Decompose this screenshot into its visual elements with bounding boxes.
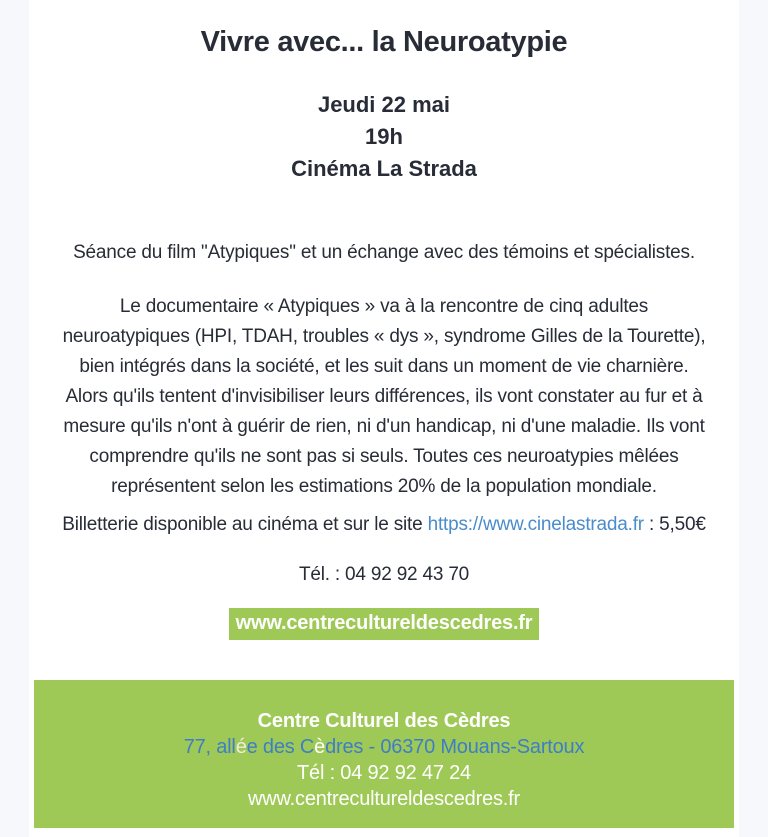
event-details bbox=[29, 89, 739, 185]
footer-website: www.centrecultureldescedres.fr bbox=[248, 788, 520, 810]
highlight-link-row bbox=[29, 608, 739, 640]
centre-culturel-link[interactable]: www.centrecultureldescedres.fr bbox=[229, 608, 540, 640]
address-accent: è bbox=[314, 736, 326, 758]
footer-org-name: Centre Culturel des Cèdres bbox=[257, 710, 511, 732]
address-accent: é bbox=[235, 736, 247, 758]
footer-address-line bbox=[34, 734, 734, 760]
event-venue: Cinéma La Strada bbox=[291, 156, 477, 181]
ticketing-price: : 5,50€ bbox=[643, 514, 706, 535]
description-text: Le documentaire « Atypiques » va à la rencontre de cinq adultes neuroatypiques (HPI, TDAH, troubles « dys », syndrome Gilles de la Tourette), bien intégrés dans la société, et les suit dans un moment de vie charnière. Alors qu'ils tentent d'invisibiliser leurs différences, ils vont constater au fur et à mesure qu'ils n'ont à guérir de rien, ni d'un handicap, ni d'une maladie. Ils vont comprendre qu'ils ne sont pas si seuls. Toutes ces neuroatypies mêlées représentent selon les estimations 20% de la population mondiale. bbox=[62, 296, 706, 497]
address-part: 77, all bbox=[183, 736, 236, 758]
footer-address-link[interactable] bbox=[184, 736, 585, 758]
footer-phone: Tél : 04 92 92 47 24 bbox=[297, 762, 471, 784]
address-part: e des C bbox=[246, 736, 315, 758]
bottom-spacer bbox=[29, 828, 739, 837]
intro-text: Séance du film "Atypiques" et un échange avec des témoins et spécialistes. bbox=[73, 242, 695, 263]
ticketing-line bbox=[29, 510, 739, 540]
email-content bbox=[29, 0, 739, 837]
page-title: Vivre avec... la Neuroatypie bbox=[200, 26, 568, 58]
event-time: 19h bbox=[365, 124, 403, 149]
cinema-website-link[interactable]: https://www.cinelastrada.fr bbox=[427, 514, 644, 535]
cinema-phone: Tél. : 04 92 92 43 70 bbox=[298, 564, 470, 585]
footer-banner bbox=[34, 680, 734, 828]
ticketing-prefix: Billetterie disponible au cinéma et sur le site bbox=[62, 514, 428, 535]
event-date: Jeudi 22 mai bbox=[317, 92, 451, 117]
address-part: dres - 06370 Mouans-Sartoux bbox=[325, 736, 585, 758]
